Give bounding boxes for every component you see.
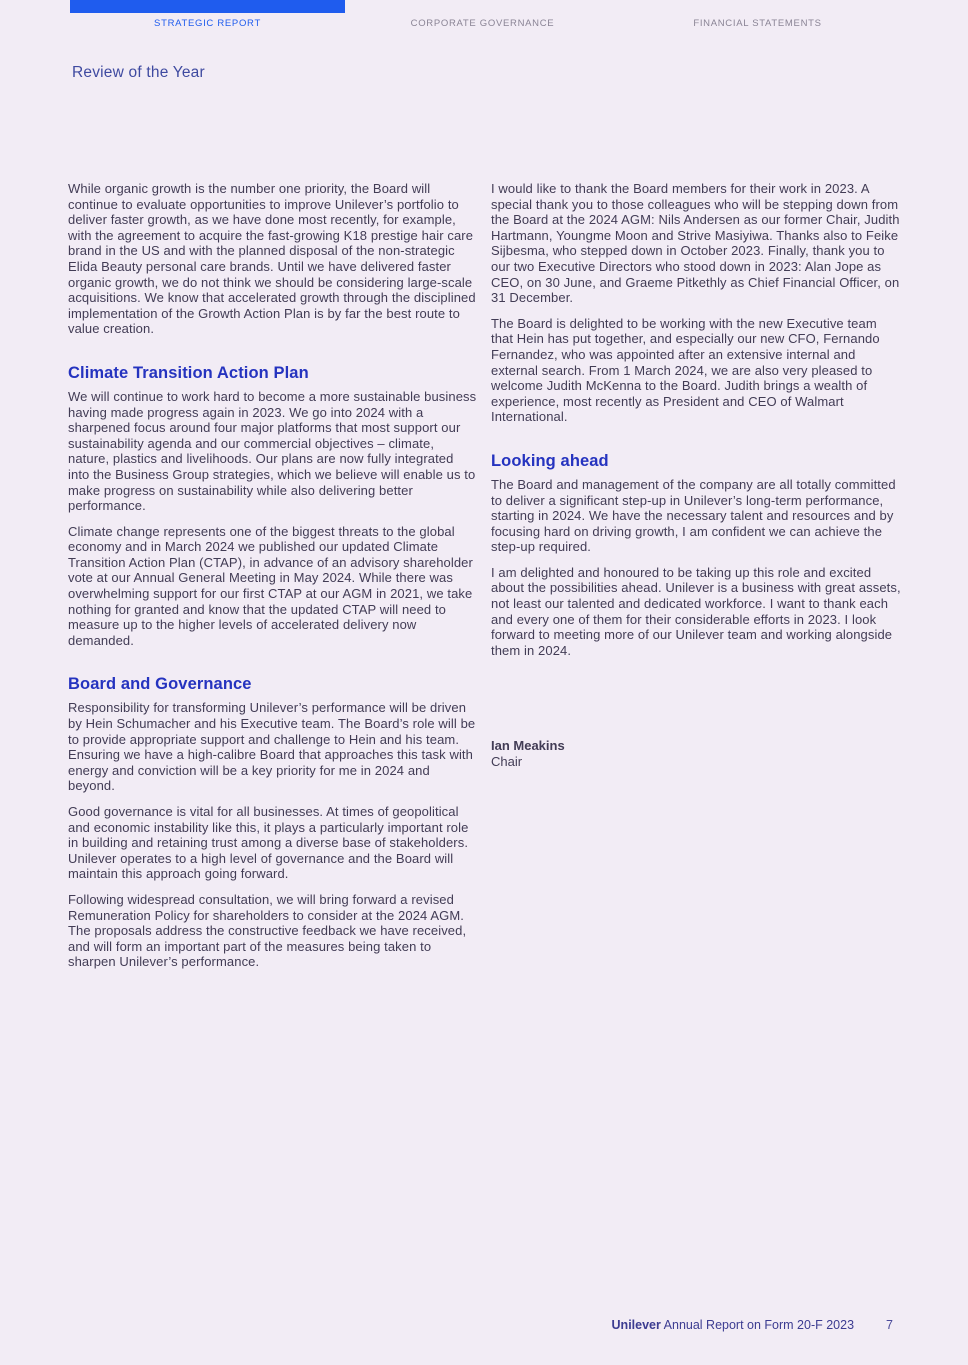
tab-label: FINANCIAL STATEMENTS bbox=[693, 18, 822, 29]
right-column bbox=[491, 181, 901, 980]
paragraph: I would like to thank the Board members for their work in 2023. A special thank you to those colleagues who will be stepping down from the Board at the 2024 AGM: Nils Andersen as our former Chair, Judith Hartmann, Youngme Moon and Strive Masiyiwa. Thanks also to Feike Sijbesma, who stepped down in October 2023. Finally, thank you to our two Executive Directors who stood down in 2023: Alan Jope as CEO, on 30 June, and Graeme Pitkethly as Chief Financial Officer, on 31 December. bbox=[491, 181, 900, 306]
paragraph: Good governance is vital for all businesses. At times of geopolitical and economic instability like this, it plays a particularly important role in building and retaining trust among a diverse base of stakeholders. Unilever operates to a high level of governance and the Board will maintain this approach going forward. bbox=[68, 804, 469, 882]
tab-financial-statements[interactable] bbox=[620, 0, 895, 29]
page-footer bbox=[0, 1318, 893, 1332]
tab-label: STRATEGIC REPORT bbox=[154, 18, 261, 29]
section-heading-climate-transition-action-plan: Climate Transition Action Plan bbox=[68, 363, 309, 382]
section-heading-board-and-governance: Board and Governance bbox=[68, 675, 252, 694]
content-columns bbox=[68, 181, 901, 980]
top-nav bbox=[70, 0, 895, 29]
signature-title: Chair bbox=[491, 754, 523, 770]
footer-brand: Unilever bbox=[611, 1318, 661, 1332]
page-number: 7 bbox=[886, 1318, 893, 1332]
paragraph: The Board and management of the company are all totally committed to deliver a significant step-up in Unilever’s long-term performance, starting in 2024. We have the necessary talent and resources and by focusing hard on driving growth, I am confident we can achieve the step-up required. bbox=[491, 476, 896, 555]
page-title: Review of the Year bbox=[72, 64, 205, 81]
left-column bbox=[68, 181, 478, 980]
paragraph: Responsibility for transforming Unilever’s performance will be driven by Hein Schumacher and his Executive team. The Board’s role will be to provide appropriate support and challenge to Hein and his team. Ensuring we have a high-calibre Board that approaches this task with energy and conviction will be a key priority for me in 2024 and beyond. bbox=[68, 700, 476, 794]
tab-bar bbox=[620, 0, 895, 13]
active-tab-bar bbox=[70, 0, 345, 13]
footer-report-title bbox=[612, 1318, 855, 1332]
section-heading-looking-ahead: Looking ahead bbox=[491, 451, 609, 470]
paragraph: We will continue to work hard to become a more sustainable business having made progress again in 2023. We go into 2024 with a sharpened focus around four major platforms that most support our sustainability agenda and our commercial objectives – climate, nature, plastics and livelihoods. Our plans are now fully integrated into the Business Group strategies, which we believe will enable us to make progress on sustainability while also delivering better performance. bbox=[68, 388, 477, 514]
signature-block bbox=[491, 738, 901, 770]
paragraph: While organic growth is the number one priority, the Board will continue to evaluate opportunities to improve Unilever’s portfolio to deliver faster growth, as we have done most recently, for example, with the agreement to acquire the fast-growing K18 prestige hair care brand in the US and with the planned disposal of the non-strategic Elida Beauty personal care brands. Until we have delivered faster organic growth, we do not think we should be considering large-scale acquisitions. We know that accelerated growth through the disciplined implementation of the Growth Action Plan is by far the best route to value creation. bbox=[68, 181, 476, 337]
tab-corporate-governance[interactable] bbox=[345, 0, 620, 29]
footer-report-text: Annual Report on Form 20-F 2023 bbox=[660, 1318, 855, 1332]
paragraph: Following widespread consultation, we will bring forward a revised Remuneration Policy for shareholders to consider at the 2024 AGM. The proposals address the constructive feedback we have received, and will form an important part of the measures being taken to sharpen Unilever’s performance. bbox=[68, 891, 467, 970]
tab-label: CORPORATE GOVERNANCE bbox=[410, 18, 555, 29]
tab-strategic-report[interactable] bbox=[70, 0, 345, 29]
signature-name: Ian Meakins bbox=[491, 738, 565, 754]
paragraph: The Board is delighted to be working with the new Executive team that Hein has put together, and especially our new CFO, Fernando Fernandez, who was appointed after an extensive internal and external search. From 1 March 2024, we are also very pleased to welcome Judith McKenna to the Board. Judith brings a wealth of experience, most recently as President and CEO of Walmart International. bbox=[491, 315, 880, 425]
tab-bar bbox=[345, 0, 620, 13]
paragraph: Climate change represents one of the biggest threats to the global economy and in March 2024 we published our updated Climate Transition Action Plan (CTAP), in advance of an advisory shareholder vote at our Annual General Meeting in May 2024. While there was overwhelming support for our first CTAP at our AGM in 2021, we take nothing for granted and know that the updated CTAP will need to measure up to the higher levels of accelerated delivery now demanded. bbox=[68, 523, 473, 648]
paragraph: I am delighted and honoured to be taking up this role and excited about the possibilities ahead. Unilever is a business with great assets, not least our talented and dedicated workforce. I want to thank each and every one of them for their considerable efforts in 2023. I look forward to meeting more of our Unilever team and working alongside them in 2024. bbox=[491, 564, 901, 658]
